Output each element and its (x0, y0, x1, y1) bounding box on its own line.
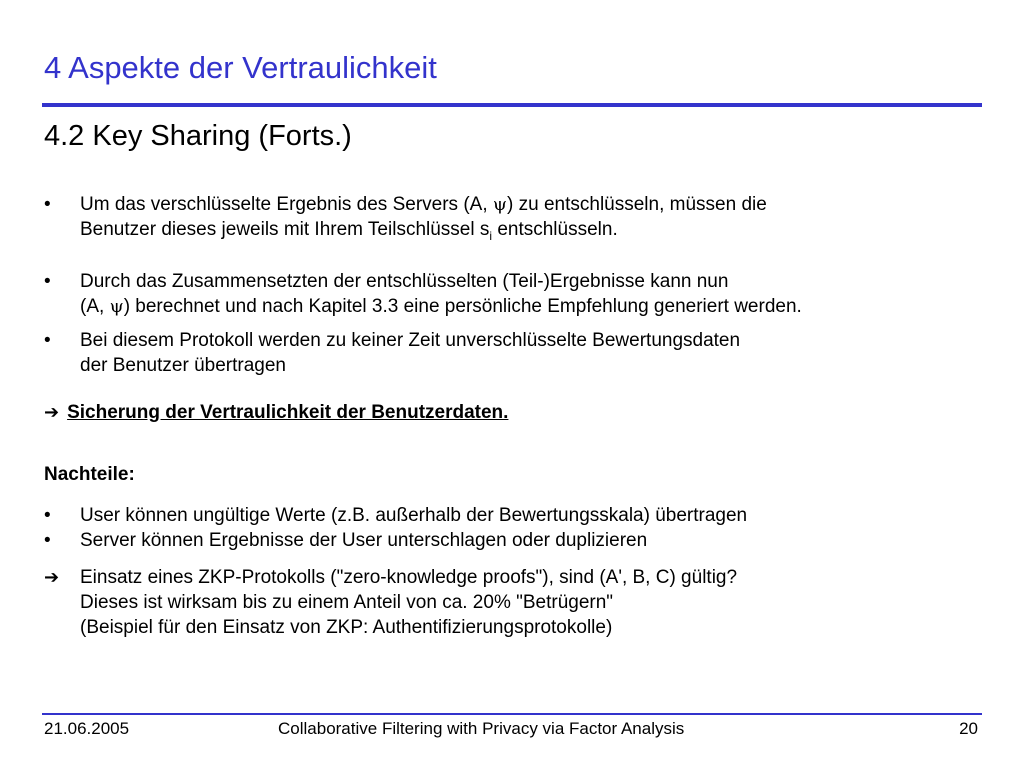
bullet-text-line: der Benutzer übertragen (80, 355, 286, 376)
bullet-combine (44, 269, 994, 319)
bullet-protocol (44, 328, 994, 378)
bullet-text-line: Um das verschlüsselte Ergebnis des Servers (A, ψ) zu entschlüsseln, müssen die (80, 194, 767, 215)
bullet-text-line: Durch das Zusammensetzten der entschlüsselten (Teil-)Ergebnisse kann nun (80, 271, 729, 292)
subscript-i: i (489, 229, 493, 243)
drawbacks-heading: Nachteile: (44, 464, 135, 485)
footer-divider (42, 713, 982, 715)
psi-symbol: ψ (109, 296, 124, 317)
solution-text-line: (Beispiel für den Einsatz von ZKP: Authentifizierungsprotokolle) (80, 617, 613, 638)
title-divider (42, 103, 982, 107)
conclusion-text: Sicherung der Vertraulichkeit der Benutzerdaten. (67, 402, 509, 423)
solution-text-line: Einsatz eines ZKP-Protokolls ("zero-knowledge proofs"), sind (A', B, C) gültig? (80, 567, 738, 588)
drawback-text: User können ungültige Werte (z.B. außerhalb der Bewertungsskala) übertragen (80, 505, 748, 526)
bullet-marker: • (44, 505, 51, 526)
arrow-right-icon: ➔ (44, 402, 60, 423)
footer-page-number: 20 (959, 719, 978, 738)
drawback-text: Server können Ergebnisse der User unterschlagen oder duplizieren (80, 530, 648, 551)
bullet-marker: • (44, 271, 51, 292)
bullet-text-line: Bei diesem Protokoll werden zu keiner Zeit unverschlüsselte Bewertungsdaten (80, 330, 741, 351)
conclusion (44, 400, 994, 425)
bullet-text-line: Benutzer dieses jeweils mit Ihrem Teilschlüssel $s_i$ entschlüsseln. (80, 219, 618, 243)
bullet-marker: • (44, 330, 51, 351)
solution-block (44, 565, 994, 640)
slide-title: 4 Aspekte der Vertraulichkeit (44, 50, 437, 85)
psi-symbol: ψ (492, 194, 508, 215)
drawback-item (44, 528, 994, 553)
slide-content (44, 192, 994, 640)
footer-date: 21.06.2005 (44, 719, 130, 738)
bullet-decrypt (44, 192, 994, 244)
solution-text-line: Dieses ist wirksam bis zu einem Anteil von ca. 20% "Betrügern" (80, 592, 614, 613)
bullet-text-line: (A, ψ) berechnet und nach Kapitel 3.3 eine persönliche Empfehlung generiert werden. (80, 296, 802, 317)
arrow-right-icon: ➔ (44, 567, 60, 588)
section-subtitle: 4.2 Key Sharing (Forts.) (44, 120, 352, 152)
bullet-marker: • (44, 194, 51, 215)
bullet-marker: • (44, 530, 51, 551)
drawback-item (44, 503, 994, 528)
footer-presentation-title: Collaborative Filtering with Privacy via Factor Analysis (278, 719, 685, 738)
